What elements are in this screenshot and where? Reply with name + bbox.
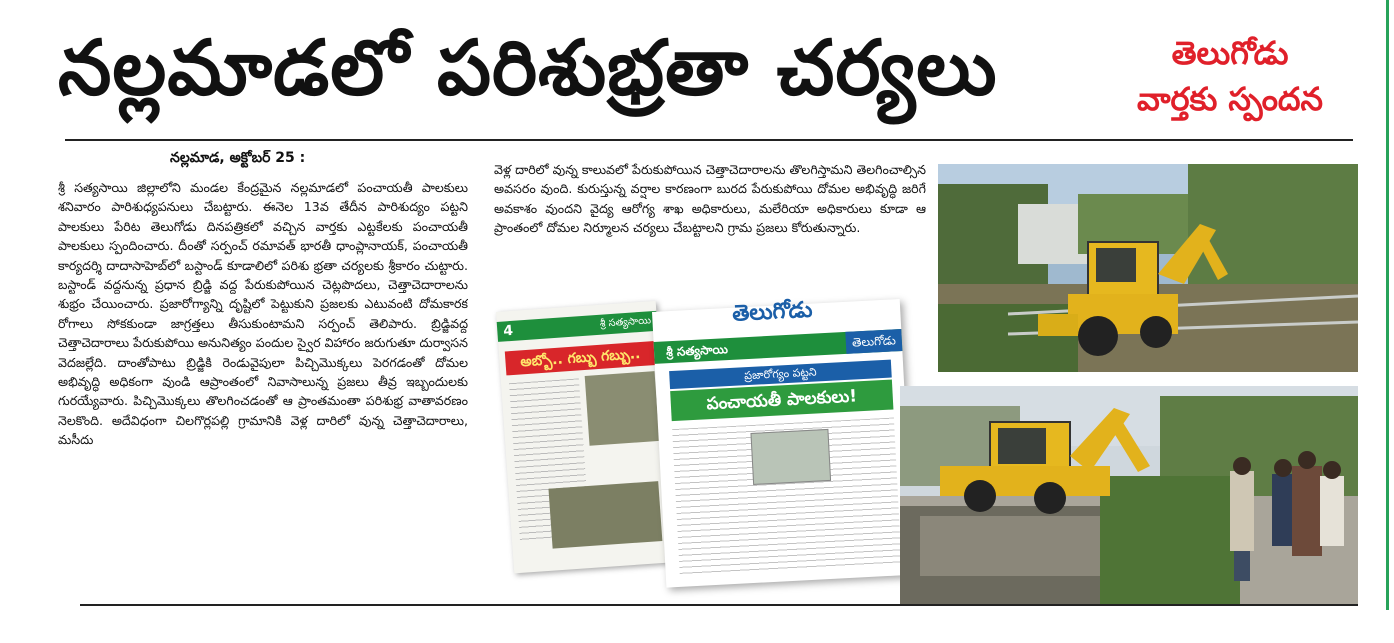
bottom-rule	[80, 604, 1358, 606]
clipping-section-label: శ్రీ సత్యసాయి	[665, 342, 729, 360]
clipping-back-banner: అబ్బో.. గబ్బు గబ్బు..	[505, 341, 656, 375]
kicker-line-2: వార్తకు స్పందన	[1137, 80, 1323, 118]
clipping-section-tag: తెలుగోడు	[845, 329, 902, 354]
article-column-2: వెళ్ల దారిలో వున్న కాలువలో పేరుకుపోయిన చెత్తాచెదారాలను తొలగిస్తామని తెలగించాల్సిన అవసరం వుంది. కురుస్తున్న వర్షాల కారణంగా బురద పేరుకుపోయి దోమల అభివృద్ధి జరిగే అవకాశం వుందని వైద్య ఆరోగ్య శాఖ అధికారులు, మలేరియా అధికారులు కూడా ఆ ప్రాంతంలో దోమల నిర్మూలన చర్యలు చేబట్టాలని గ్రామ ప్రజలు కోరుతున్నారు.	[494, 162, 926, 236]
photo-excavator-bridge-image	[900, 386, 1358, 606]
top-rule	[65, 139, 1353, 141]
page-edge-stripe	[1386, 0, 1389, 610]
clipping-back-section-bar	[497, 311, 658, 342]
photo-excavator-clearing	[938, 164, 1358, 372]
clipping-back-section: శ్రీ సత్యసాయి	[599, 315, 652, 330]
article-column-1: శ్రీ సత్యసాయి జిల్లాలోని మండల కేంద్రమైన నల్లమాడలో పంచాయతీ పాలకులు శనివారం పారిశుధ్యపనులు చేబట్టారు. ఈనెల 13వ తేదీన పారిశుద్యం పట్టని పాలకులు పేరిట తెలుగోడు దినపత్రికలో వచ్చిన వార్తకు ఎట్టకేలకు పంచాయతీ పాలకులు స్పందించారు. దీంతో సర్పంచ్‌ రమావత్‌ భారతీ ధాంప్లానాయక్‌, పంచాయతీ కార్యదర్శి దాదాసాహెబ్‌లో బస్టాండ్‌ కూడాలిలో పరిశు భ్రతా చర్యలకు శ్రీకారం చుట్టారు. బస్టాండ్‌ వద్దనున్న ప్రధాన బ్రిడ్జి వద్ద పేరుకుపోయిన చెట్లపొదలు, చెత్తాచెదారాలను శుభ్రం చేయించారు. ప్రజారోగ్యాన్ని దృష్టిలో పెట్టుకుని ప్రజలకు ఎటువంటి దోమకారక రోగాలు సోకకుండా జాగ్రత్తలు తీసుకుంటామని సర్పంచ్‌ తెలిపారు. బ్రిడ్జివద్ద చెత్తాచెదారాలు పేరుకుపోయి అనునిత్యం పందుల స్వైర విహారం జరుగుతూ దుర్వాసన వెదజల్లేది. దాంతోపాటు బ్రిడ్జికి రెండువైపులా పిచ్చిమొక్కలు పెరగడంతో దోమల అభివృద్ధి అధికంగా వుండి ఆప్రాంతంలో నివాసాలున్న ప్రజలు తీవ్ర ఇబ్బందులకు గురయ్యేవారు. పిచ్చిమొక్కలు తొలగించడంతో ఆ ప్రాంతమంతా పరిశుభ్ర వాతావరణం నెలకొంది. అదేవిధంగా చిలగొర్లపల్లి గ్రామానికి వెళ్ల దారిలో వున్న చెత్తాచెదారాలు, మసీదు	[58, 180, 468, 448]
dateline: నల్లమాడ, అక్టోబర్‌ 25 :	[170, 150, 306, 166]
photo-excavator-bridge	[900, 386, 1358, 606]
headline: నల్లమాడలో పరిశుభ్రతా చర్యలు	[58, 23, 998, 112]
clipping-heading: పంచాయతీ పాలకులు!	[670, 380, 893, 422]
kicker	[1110, 30, 1350, 122]
clipping-back-page-number: 4	[502, 322, 514, 340]
photo-excavator-clearing-image	[938, 164, 1358, 372]
clipping-photo	[750, 429, 831, 485]
clipping-front-page	[652, 299, 914, 588]
kicker-line-1: తెలుగోడు	[1171, 34, 1289, 72]
clipping-back-photo	[585, 371, 660, 446]
clipping-section-bar	[654, 329, 903, 364]
clipping-back-page	[496, 301, 674, 574]
clipping-back-photo-2	[548, 481, 662, 549]
clipping-logo: తెలుగోడు	[731, 297, 814, 327]
clipping-subheading: ప్రజారోగ్యం పట్టని	[669, 360, 892, 390]
